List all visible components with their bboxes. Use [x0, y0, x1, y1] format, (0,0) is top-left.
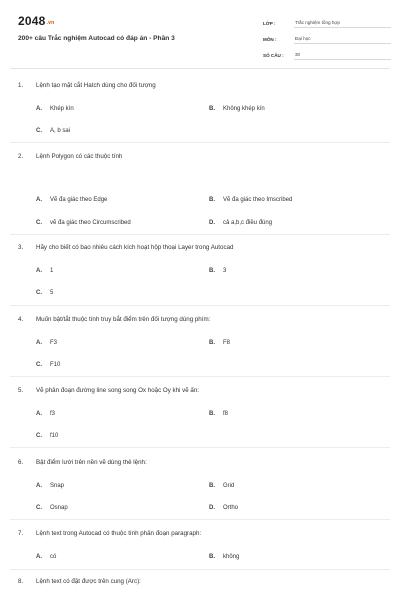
option-letter: B.	[209, 483, 215, 489]
question-number: 7.	[18, 530, 24, 537]
meta-value: Trắc nghiệm tổng hợp	[294, 20, 391, 28]
option-text: A, b sai	[50, 128, 71, 134]
option-item[interactable]	[36, 361, 60, 369]
option-letter: C.	[36, 433, 42, 439]
option-item[interactable]	[209, 410, 228, 418]
page-header	[10, 0, 390, 69]
option-item[interactable]	[209, 219, 272, 227]
option-item[interactable]	[36, 339, 57, 347]
question-number: 1.	[18, 82, 24, 89]
option-item[interactable]	[36, 553, 56, 561]
divider	[10, 234, 390, 235]
option-text: f10	[50, 433, 59, 439]
meta-label: SỐ CÂU :	[263, 53, 284, 58]
option-text: F8	[223, 340, 231, 346]
question-header	[10, 316, 380, 324]
question-text: Hãy cho biết có bao nhiêu cách kích hoạt hộp thoại Layer trong Autocad	[36, 244, 234, 251]
option-item[interactable]	[209, 482, 234, 490]
question-header	[10, 387, 380, 395]
meta-value: 30	[294, 52, 391, 60]
question-text: Muốn bật/tắt thuộc tính truy bắt điểm trên đối tượng dùng phím:	[36, 316, 211, 323]
option-letter: C.	[36, 220, 42, 226]
option-item[interactable]	[36, 196, 107, 204]
option-letter: A.	[36, 340, 42, 346]
question-text: Lệnh tạo mặt cắt Hatch dùng cho đối tượng	[36, 82, 156, 89]
option-text: có	[50, 554, 57, 560]
question-item	[10, 459, 380, 511]
option-text: vẽ đa giác theo Circumscribed	[50, 220, 131, 226]
option-item[interactable]	[209, 267, 226, 275]
option-letter: A.	[36, 197, 42, 203]
option-text: Grid	[223, 483, 235, 489]
option-item[interactable]	[36, 482, 64, 490]
question-number: 4.	[18, 316, 24, 323]
option-item[interactable]	[209, 196, 292, 204]
option-letter: A.	[36, 554, 42, 560]
option-item[interactable]	[209, 339, 230, 347]
site-logo[interactable]	[18, 14, 54, 28]
option-text: Osnap	[50, 505, 68, 511]
option-letter: B.	[209, 106, 215, 112]
option-letter: C.	[36, 505, 42, 511]
divider	[10, 142, 390, 143]
option-item[interactable]	[36, 432, 58, 440]
question-item	[10, 244, 380, 296]
option-item[interactable]	[36, 219, 131, 227]
question-item	[10, 578, 380, 586]
option-letter: C.	[36, 290, 42, 296]
option-item[interactable]	[36, 105, 74, 113]
option-letter: C.	[36, 128, 42, 134]
option-text: 3	[223, 268, 227, 274]
option-item[interactable]	[209, 504, 238, 512]
option-item[interactable]	[36, 504, 68, 512]
question-header	[10, 82, 380, 90]
option-letter: B.	[209, 340, 215, 346]
question-header	[10, 578, 380, 586]
question-header	[10, 153, 380, 161]
question-item	[10, 387, 380, 439]
option-letter: B.	[209, 197, 215, 203]
option-text: 1	[50, 268, 54, 274]
question-text: Lệnh text có đặt được trên cung (Arc):	[36, 578, 141, 585]
divider	[10, 569, 390, 570]
option-text: Vẽ đa giác theo Edge	[50, 197, 108, 203]
option-letter: A.	[36, 106, 42, 112]
option-letter: A.	[36, 268, 42, 274]
option-letter: C.	[36, 362, 42, 368]
divider	[10, 305, 390, 306]
option-text: cả a,b,c điều đúng	[223, 220, 273, 226]
logo-text: 2048	[18, 14, 46, 28]
question-text: Lệnh Polygon có các thuộc tính	[36, 153, 123, 160]
option-text: f8	[223, 411, 229, 417]
question-text: Lệnh text trong Autocad có thuộc tính phân đoạn paragraph:	[36, 530, 202, 537]
option-item[interactable]	[209, 553, 239, 561]
question-header	[10, 244, 380, 252]
divider	[10, 376, 390, 377]
option-letter: A.	[36, 483, 42, 489]
option-item[interactable]	[209, 105, 265, 113]
meta-row-class	[263, 12, 391, 28]
meta-label: MÔN :	[263, 37, 277, 42]
option-letter: B.	[209, 268, 215, 274]
meta-row-subject	[263, 28, 391, 44]
page-title: 200+ câu Trắc nghiệm Autocad có đáp án - Phần 3	[18, 35, 175, 42]
option-text: f3	[50, 411, 56, 417]
question-text: Bật điểm lưới trên nền vẽ dùng thẻ lệnh:	[36, 459, 147, 466]
question-header	[10, 459, 380, 467]
option-text: Khép kín	[50, 106, 74, 112]
meta-row-count	[263, 44, 391, 60]
option-letter: A.	[36, 411, 42, 417]
question-item	[10, 316, 380, 368]
option-letter: B.	[209, 554, 215, 560]
divider	[10, 519, 390, 520]
question-text: Vẽ phân đoạn đường line song song Ox hoặc Oy khi vẽ ấn:	[36, 387, 199, 394]
option-text: Snap	[50, 483, 65, 489]
question-number: 6.	[18, 459, 24, 466]
meta-label: LỚP :	[263, 21, 276, 26]
option-text: không	[223, 554, 240, 560]
option-item[interactable]	[36, 410, 55, 418]
question-number: 2.	[18, 153, 24, 160]
question-number: 8.	[18, 578, 24, 585]
meta-panel	[263, 12, 391, 60]
logo-domain: .vn	[46, 20, 55, 26]
option-letter: D.	[209, 220, 215, 226]
question-item	[10, 153, 380, 226]
option-text: Vẽ đa giác theo Imscribed	[223, 197, 293, 203]
question-number: 3.	[18, 244, 24, 251]
option-text: Ortho	[223, 505, 239, 511]
question-number: 5.	[18, 387, 24, 394]
question-header	[10, 530, 380, 538]
option-text: Không khép kín	[223, 106, 265, 112]
option-text: F3	[50, 340, 58, 346]
option-item[interactable]	[36, 127, 70, 135]
option-text: F10	[50, 362, 61, 368]
option-item[interactable]	[36, 289, 53, 297]
option-item[interactable]	[36, 267, 53, 275]
question-item	[10, 530, 380, 560]
option-letter: B.	[209, 411, 215, 417]
option-text: 5	[50, 290, 54, 296]
option-letter: D.	[209, 505, 215, 511]
meta-value: Đại học	[294, 36, 391, 44]
question-item	[10, 82, 380, 134]
divider	[10, 447, 390, 448]
